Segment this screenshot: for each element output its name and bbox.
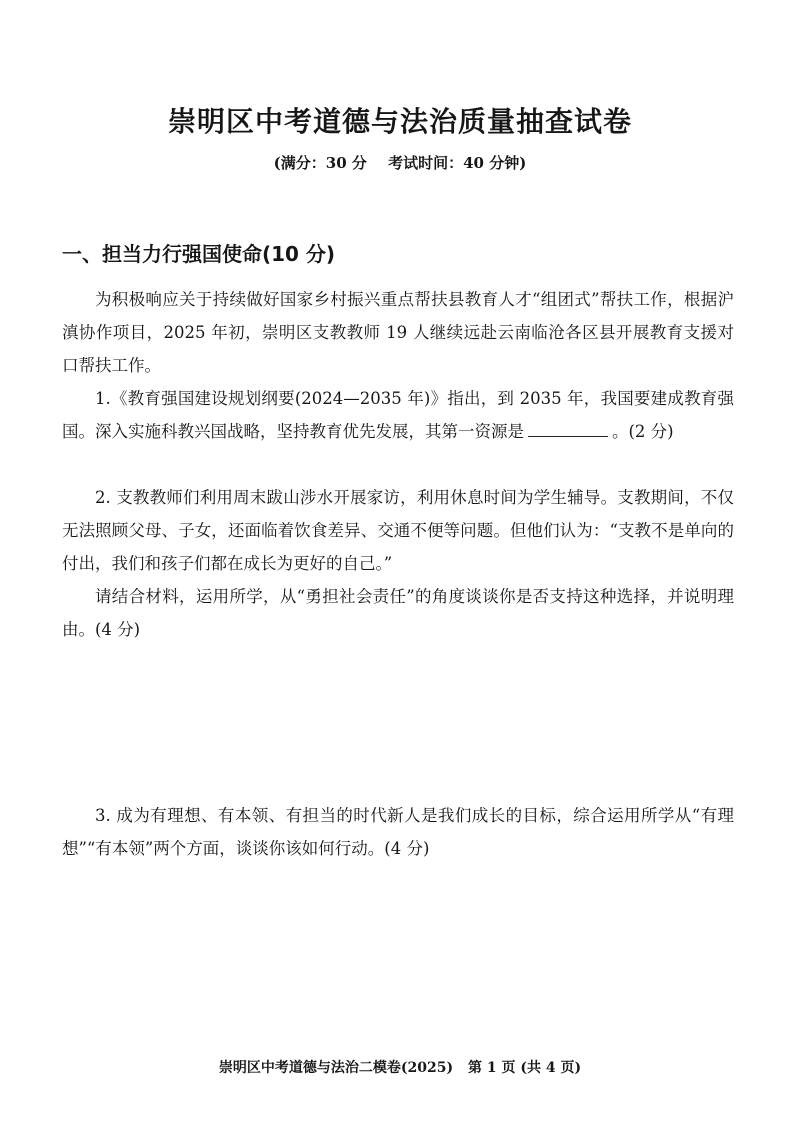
question-1-score: 。(2 分): [612, 422, 674, 441]
material-paragraph: 为积极响应关于持续做好国家乡村振兴重点帮扶县教育人才“组团式”帮扶工作，根据沪滇协作项目，2025 年初，崇明区支教教师 19 人继续远赴云南临沧各区县开展教育支援对口帮扶工作。: [62, 290, 734, 375]
question-1: [62, 382, 734, 448]
full-score-text: (满分：30 分: [273, 154, 367, 172]
question-3: 3. 成为有理想、有本领、有担当的时代新人是我们成长的目标，综合运用所学从“有理想”“有本领”两个方面，谈谈你该如何行动。(4 分): [62, 806, 734, 858]
footer-exam-name: 崇明区中考道德与法治二模卷(2025): [218, 1060, 454, 1076]
question-1-text: 1.《教育强国建设规划纲要(2024—2035 年)》指出，到 2035 年，我国要建成教育强国。深入实施科教兴国战略，坚持教育优先发展，其第一资源是: [62, 389, 734, 441]
page-footer: [0, 1057, 800, 1077]
section-heading: 一、担当力行强国使命(10 分): [62, 242, 336, 266]
exam-info: [0, 152, 800, 173]
page-title: 崇明区中考道德与法治质量抽查试卷: [167, 105, 632, 138]
exam-time-text: 考试时间：40 分钟): [388, 154, 527, 172]
question-2-material: 2. 支教教师们利用周末跋山涉水开展家访，利用休息时间为学生辅导。支教期间，不仅无法照顾父母、子女，还面临着饮食差异、交通不便等问题。但他们认为：“支教不是单向的付出，我们和孩子们都在成长为更好的自己。”: [62, 488, 734, 573]
footer-page-info: 第 1 页 (共 4 页): [467, 1060, 582, 1076]
question-2-prompt: 请结合材料，运用所学，从“勇担社会责任”的角度谈谈你是否支持这种选择，并说明理由。(4 分): [62, 587, 734, 639]
answer-blank[interactable]: [528, 418, 608, 437]
